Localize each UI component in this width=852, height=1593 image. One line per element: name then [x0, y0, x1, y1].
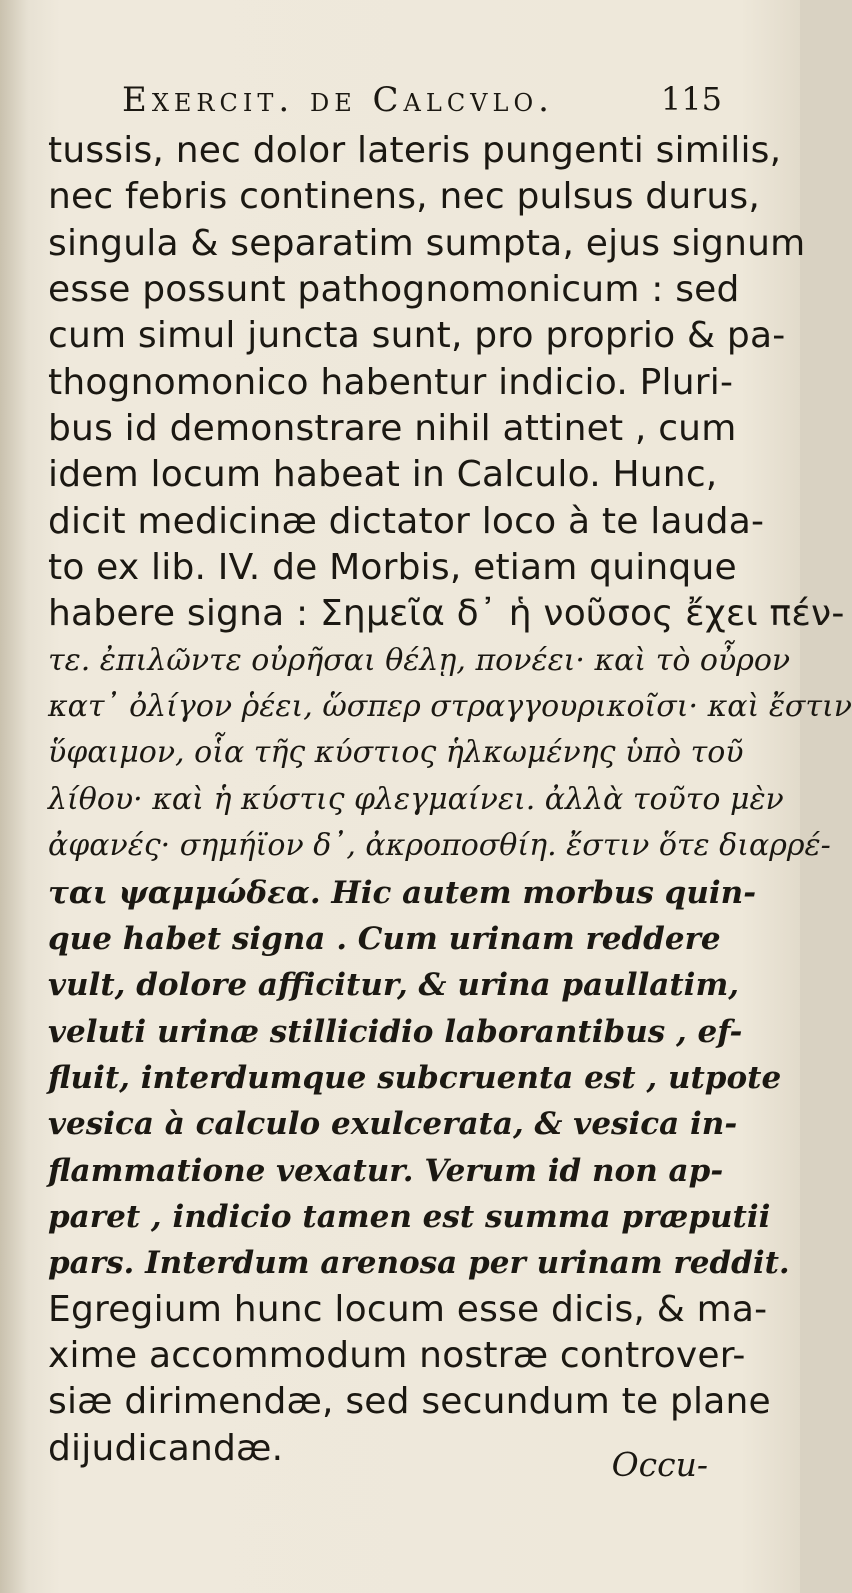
italic-line: paret , indicio tamen est summa præputii: [48, 1198, 771, 1235]
greek-line: ἀφανές· σημήϊον δ᾽, ἀκροποσθίη. ἔστιν ὅτε διαρρέ-: [48, 828, 831, 864]
text-line: to ex lib. IV. de Morbis, etiam quinque: [48, 547, 737, 589]
italic-line: ται ψαμμώδεα. Hic autem morbus quin-: [48, 874, 757, 911]
greek-line: τε. ἐπιλῶντε οὐρῆσαι θέλῃ, πονέει· καὶ τὸ οὖρον: [48, 642, 791, 678]
italic-line: fluit, interdumque subcruenta est , utpote: [48, 1059, 782, 1096]
page-number: 115: [660, 80, 722, 118]
running-head: [122, 80, 722, 124]
italic-line: vesica à calculo exulcerata, & vesica in-: [48, 1106, 738, 1143]
greek-line: κατ᾽ ὀλίγον ῥέει, ὥσπερ στραγγουρικοῖσι· καὶ ἔστιν: [48, 689, 852, 725]
text-line: nec febris continens, nec pulsus durus,: [48, 176, 760, 218]
italic-line: pars. Interdum arenosa per urinam reddit.: [48, 1245, 790, 1282]
text-block: [48, 128, 852, 1472]
italic-line: veluti urinæ stillicidio laborantibus , ef-: [48, 1013, 743, 1050]
text-line: esse possunt pathognomonicum : sed: [48, 269, 740, 311]
greek-line: ὕφαιμον, οἷα τῆς κύστιος ἡλκωμένης ὑπὸ τοῦ: [48, 735, 744, 771]
text-line: habere signa : Σημεῖα δ᾽ ἡ νοῦσος ἔχει πέν-: [48, 593, 845, 635]
italic-line: flammatione vexatur. Verum id non ap-: [48, 1152, 724, 1189]
italic-line: vult, dolore afficitur, & urina paullatim,: [48, 967, 740, 1004]
italic-line: que habet signa . Cum urinam reddere: [48, 920, 721, 957]
text-line: dijudicandæ.: [48, 1427, 284, 1469]
text-line: cum simul juncta sunt, pro proprio & pa-: [48, 315, 786, 357]
text-line: idem locum habeat in Calculo. Hunc,: [48, 454, 718, 496]
catchword: Occu-: [611, 1445, 708, 1484]
running-title: Exercit. de Calcvlo.: [122, 80, 554, 120]
text-line: siæ dirimendæ, sed secundum te plane: [48, 1381, 771, 1423]
text-line: singula & separatim sumpta, ejus signum: [48, 222, 806, 264]
text-line: tussis, nec dolor lateris pungenti similis,: [48, 130, 782, 171]
greek-line: λίθου· καὶ ἡ κύστις φλεγμαίνει. ἀλλὰ τοῦτο μὲν: [48, 781, 784, 817]
text-line: dicit medicinæ dictator loco à te lauda-: [48, 500, 765, 542]
text-line: Egregium hunc locum esse dicis, & ma-: [48, 1288, 768, 1330]
text-line: xime accommodum nostræ controver-: [48, 1334, 746, 1376]
text-line: bus id demonstrare nihil attinet , cum: [48, 408, 737, 450]
text-line: thognomonico habentur indicio. Pluri-: [48, 361, 734, 403]
